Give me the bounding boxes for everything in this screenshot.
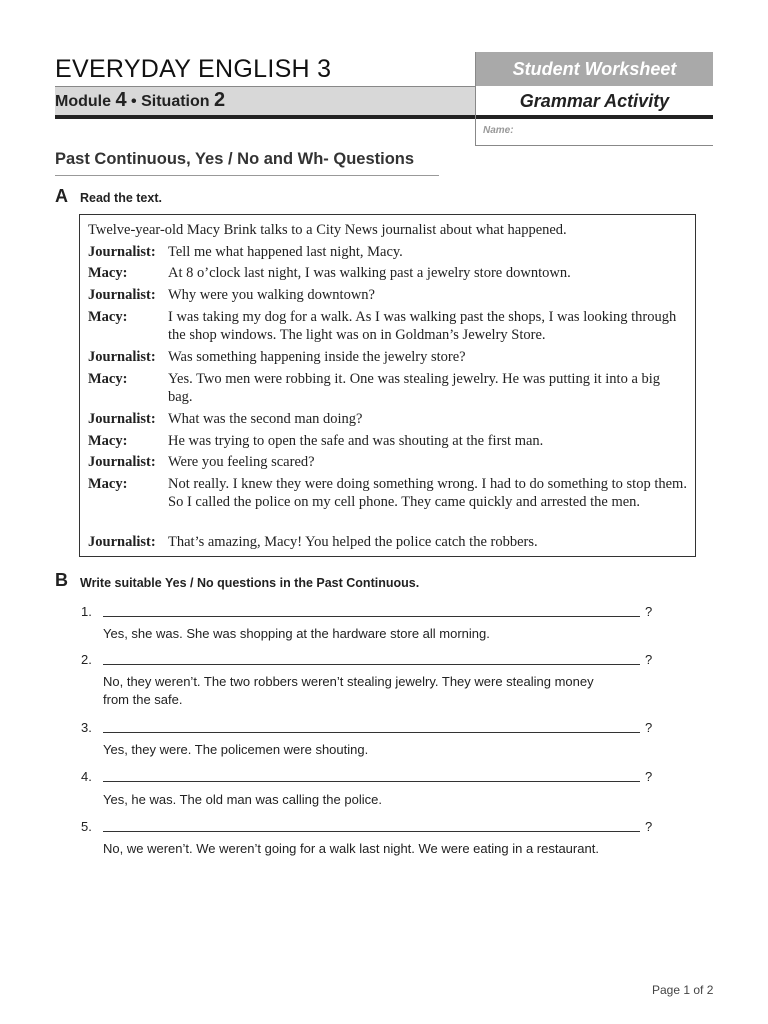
question-answer-line[interactable]	[103, 616, 640, 617]
module-label: Module	[55, 93, 111, 110]
dialogue-line: Was something happening inside the jewelry store?	[168, 349, 466, 365]
dialogue-speaker: Macy:	[88, 371, 128, 387]
name-label: Name:	[483, 125, 514, 136]
question-number: 3.	[81, 720, 92, 735]
question-mark: ?	[645, 819, 653, 834]
question-answer-line[interactable]	[103, 732, 640, 733]
question-given-answer: Yes, they were. The policemen were shouting.	[103, 742, 369, 757]
part-b-letter: B	[55, 570, 68, 590]
question-given-answer: Yes, she was. She was shopping at the hardware store all morning.	[103, 626, 490, 641]
part-b-instruction: Write suitable Yes / No questions in the Past Continuous.	[80, 576, 420, 590]
dialogue-speaker: Journalist:	[88, 244, 156, 260]
dialogue-speaker: Journalist:	[88, 349, 156, 365]
question-number: 2.	[81, 652, 92, 667]
situation-label: Situation	[141, 93, 210, 110]
dialogue-speaker: Journalist:	[88, 454, 156, 470]
module-situation	[55, 89, 225, 112]
module-number: 4	[115, 89, 127, 111]
dialogue-line: He was trying to open the safe and was shouting at the first man.	[168, 433, 544, 449]
part-a-letter: A	[55, 186, 68, 206]
worksheet-title: EVERYDAY ENGLISH 3	[55, 55, 332, 83]
question-mark: ?	[645, 720, 653, 735]
question-number: 4.	[81, 769, 92, 784]
question-answer-line[interactable]	[103, 664, 640, 665]
question-answer-line[interactable]	[103, 781, 640, 782]
question-answer-line[interactable]	[103, 831, 640, 832]
part-a-instruction: Read the text.	[80, 191, 162, 205]
question-mark: ?	[645, 652, 653, 667]
dialogue-speaker: Macy:	[88, 433, 128, 449]
dialogue-speaker: Macy:	[88, 265, 128, 281]
dialogue-line: I was taking my dog for a walk. As I was walking past the shops, I was looking through the shop windows. The light was on in Goldman’s Jewelry Store.	[168, 309, 677, 343]
situation-number: 2	[213, 89, 226, 111]
question-given-answer: Yes, he was. The old man was calling the police.	[103, 792, 382, 807]
question-number: 5.	[81, 819, 92, 834]
header-rule	[55, 115, 713, 119]
dialogue-line: What was the second man doing?	[168, 411, 363, 427]
name-field[interactable]	[475, 145, 713, 146]
student-worksheet-banner: Student Worksheet	[476, 52, 713, 86]
dialogue-line: At 8 o’clock last night, I was walking past a jewelry store downtown.	[168, 265, 571, 281]
page-number: Page 1 of 2	[652, 983, 714, 997]
question-given-answer: No, they weren’t. The two robbers weren’t stealing jewelry. They were stealing money from the safe.	[103, 674, 594, 707]
dialogue-speaker: Journalist:	[88, 287, 156, 303]
question-mark: ?	[645, 769, 653, 784]
dialogue-speaker: Journalist:	[88, 534, 156, 550]
dialogue-speaker: Macy:	[88, 476, 128, 492]
dialogue-speaker: Journalist:	[88, 411, 156, 427]
dialogue-speaker: Macy:	[88, 309, 128, 325]
bullet: •	[131, 93, 137, 110]
dialogue-line: Yes. Two men were robbing it. One was stealing jewelry. He was putting it into a big bag.	[168, 371, 661, 405]
dialogue-line: Were you feeling scared?	[168, 454, 315, 470]
dialogue-intro: Twelve-year-old Macy Brink talks to a City News journalist about what happened.	[88, 222, 567, 238]
dialogue-line: Tell me what happened last night, Macy.	[168, 244, 403, 260]
dialogue-line: Not really. I knew they were doing something wrong. I had to do something to stop them. So I called the police on my cell phone. They came quickly and arrested the men.	[168, 476, 687, 510]
section-underline	[55, 175, 439, 176]
dialogue-line: Why were you walking downtown?	[168, 287, 375, 303]
question-given-answer: No, we weren’t. We weren’t going for a walk last night. We were eating in a restaurant.	[103, 841, 599, 856]
section-title: Past Continuous, Yes / No and Wh- Questions	[55, 150, 415, 168]
dialogue-line: That’s amazing, Macy! You helped the police catch the robbers.	[168, 534, 538, 550]
question-mark: ?	[645, 604, 653, 619]
question-number: 1.	[81, 604, 92, 619]
activity-label: Grammar Activity	[519, 91, 670, 111]
